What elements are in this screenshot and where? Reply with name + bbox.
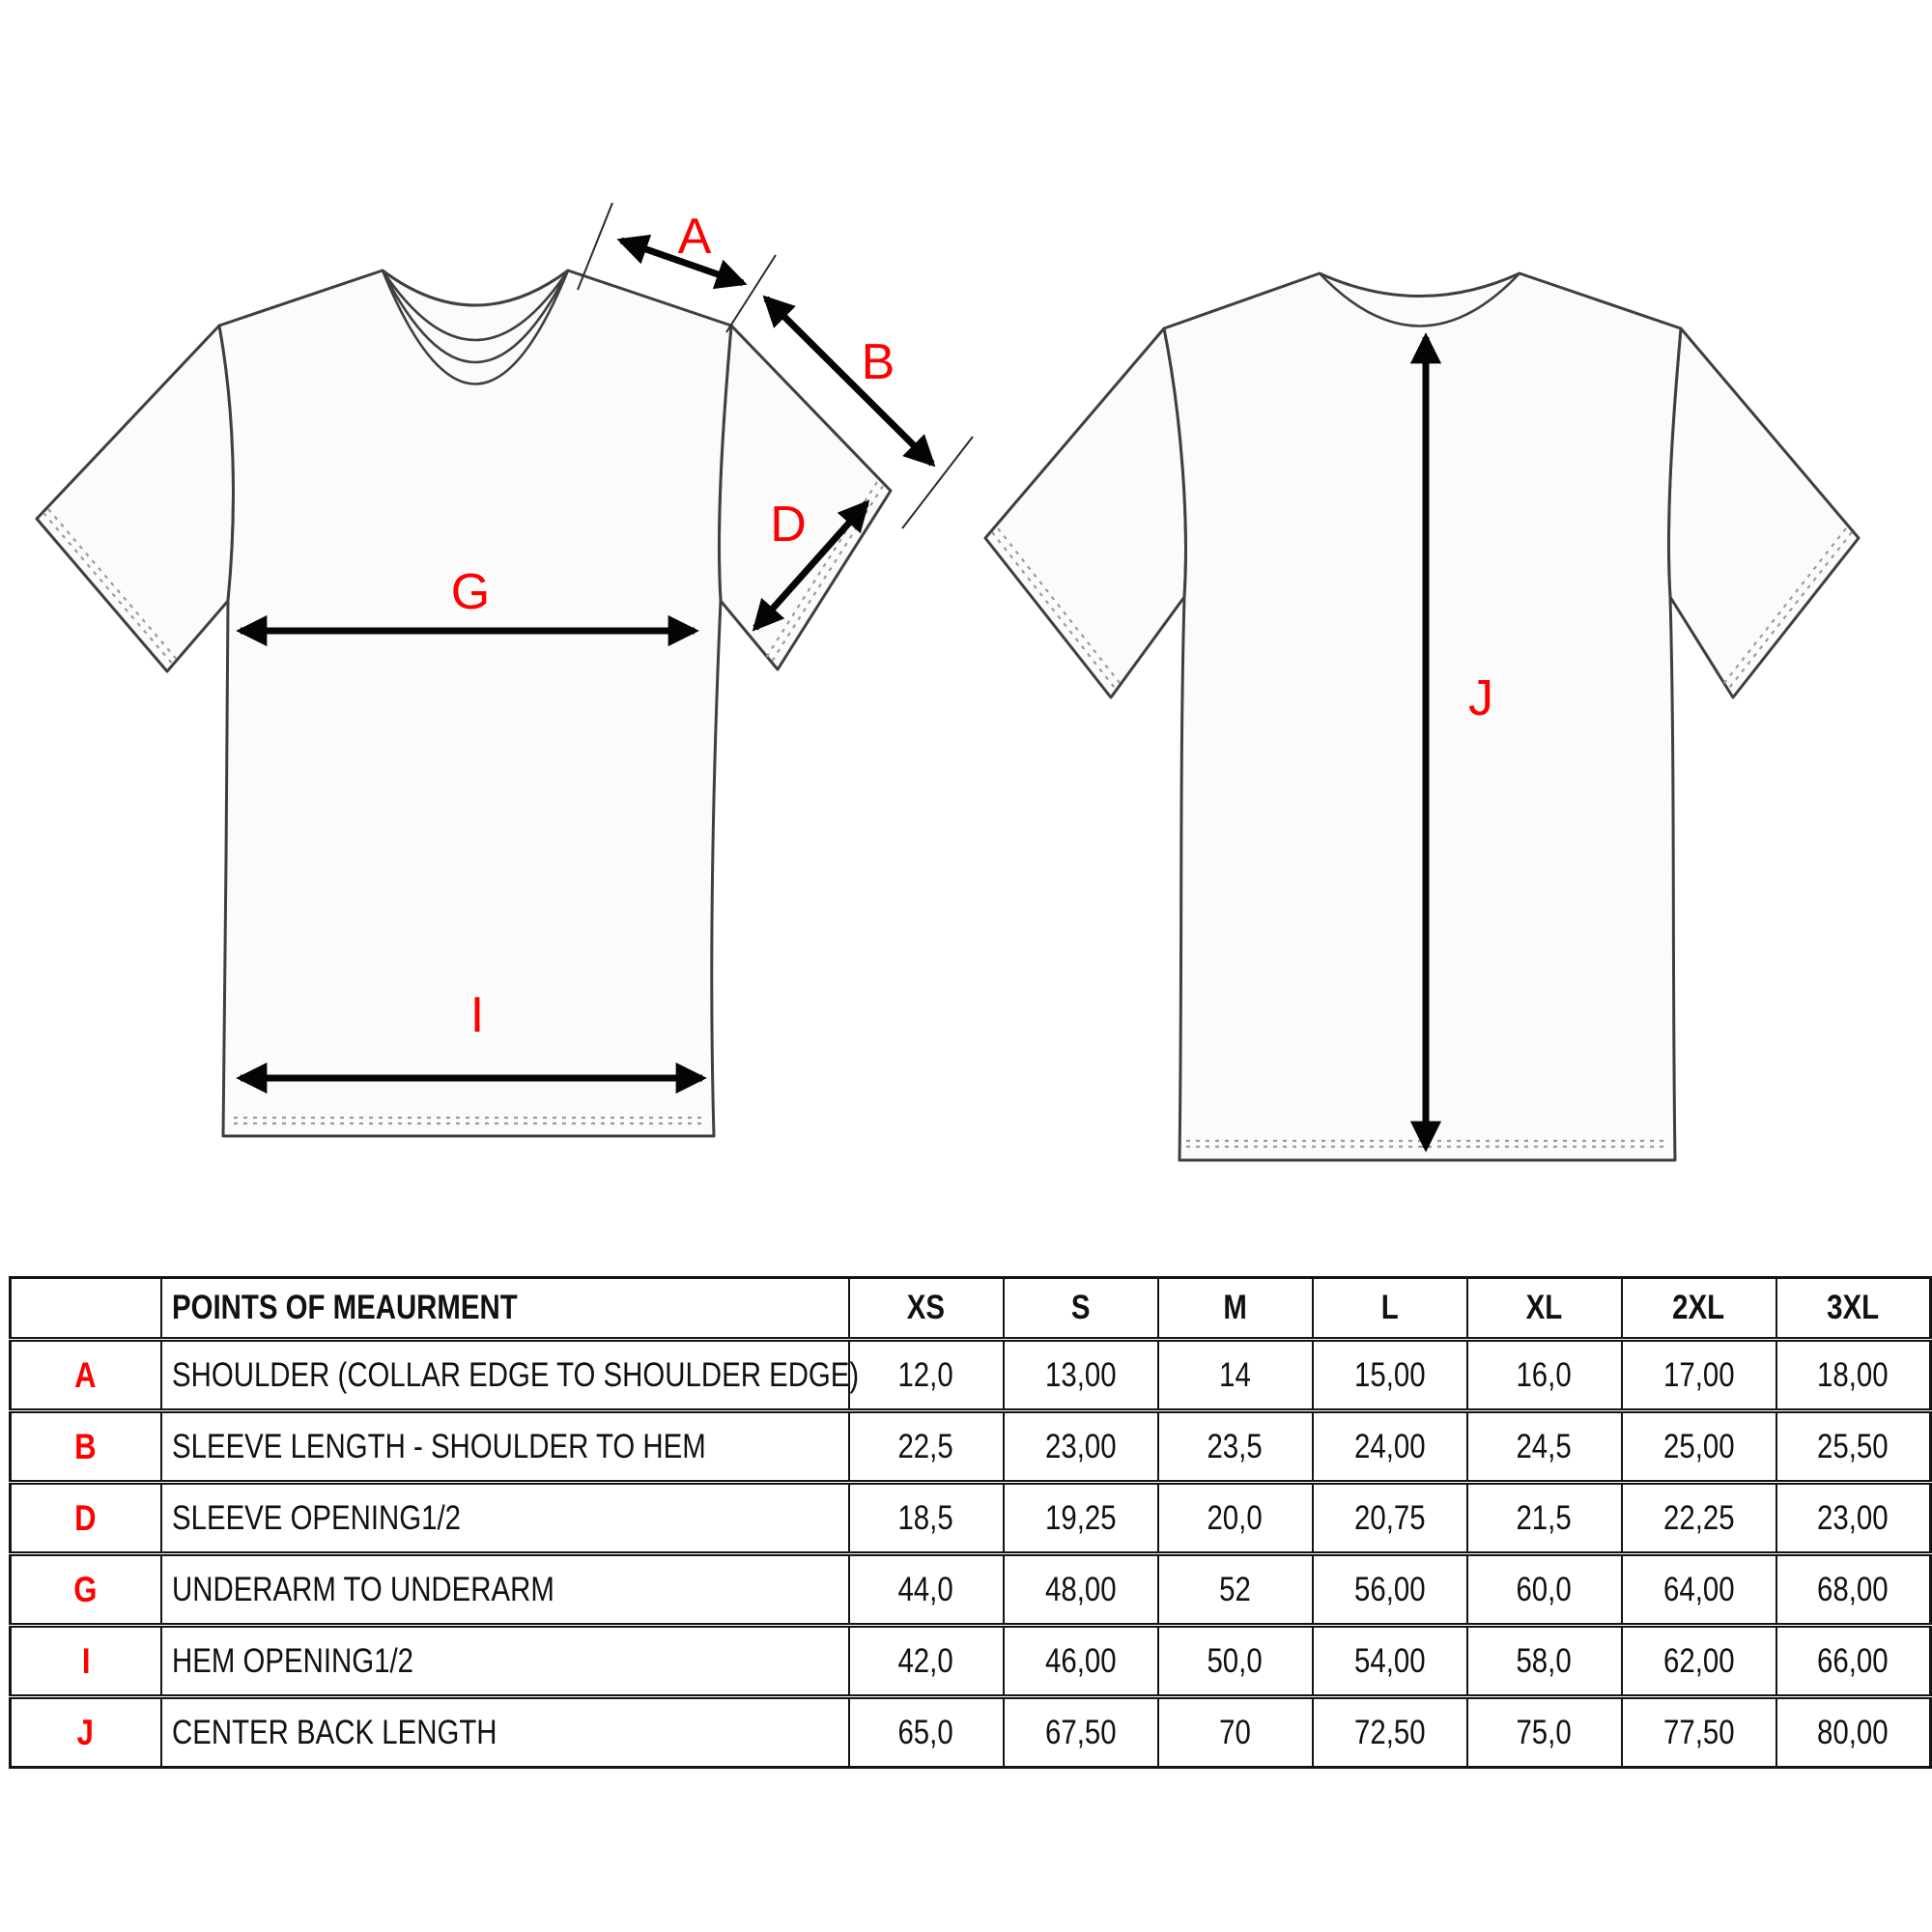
row-label: UNDERARM TO UNDERARM — [161, 1554, 849, 1626]
value-xs: 65,0 — [849, 1697, 1004, 1768]
value-xl: 58,0 — [1467, 1626, 1622, 1697]
value-l: 20,75 — [1313, 1483, 1467, 1554]
value-xs: 42,0 — [849, 1626, 1004, 1697]
row-label: SLEEVE OPENING1/2 — [161, 1483, 849, 1554]
value-3xl: 25,50 — [1776, 1411, 1931, 1483]
value-m: 52 — [1158, 1554, 1313, 1626]
header-size-l: L — [1313, 1278, 1467, 1340]
table-header-row — [11, 1278, 1931, 1340]
value-l: 15,00 — [1313, 1340, 1467, 1411]
value-xs: 22,5 — [849, 1411, 1004, 1483]
value-xl: 75,0 — [1467, 1697, 1622, 1768]
value-s: 19,25 — [1004, 1483, 1158, 1554]
value-xs: 18,5 — [849, 1483, 1004, 1554]
back-shirt-drawing — [985, 273, 1859, 1160]
row-letter: I — [11, 1626, 161, 1697]
marker-letter-b: B — [861, 334, 895, 390]
header-size-m: M — [1158, 1278, 1313, 1340]
value-3xl: 68,00 — [1776, 1554, 1931, 1626]
front-shirt-drawing — [37, 270, 891, 1136]
marker-letter-g: G — [450, 564, 491, 620]
header-size-2xl: 2XL — [1622, 1278, 1776, 1340]
value-2xl: 25,00 — [1622, 1411, 1776, 1483]
table-row-b — [11, 1411, 1931, 1483]
table-row-i — [11, 1626, 1931, 1697]
value-xl: 60,0 — [1467, 1554, 1622, 1626]
marker-letter-d: D — [770, 497, 807, 553]
value-s: 46,00 — [1004, 1626, 1158, 1697]
value-3xl: 18,00 — [1776, 1340, 1931, 1411]
value-m: 70 — [1158, 1697, 1313, 1768]
marker-letter-j: J — [1468, 670, 1493, 726]
value-2xl: 64,00 — [1622, 1554, 1776, 1626]
table-row-j — [11, 1697, 1931, 1768]
marker-letter-i: I — [469, 987, 485, 1043]
row-letter: G — [11, 1554, 161, 1626]
value-s: 67,50 — [1004, 1697, 1158, 1768]
value-xl: 24,5 — [1467, 1411, 1622, 1483]
value-s: 13,00 — [1004, 1340, 1158, 1411]
front-left-sleeve — [37, 326, 234, 671]
witness-line-shoulder-edge — [726, 255, 776, 332]
header-size-xl: XL — [1467, 1278, 1622, 1340]
back-left-sleeve — [985, 328, 1185, 697]
witness-line-sleeve-hem — [902, 437, 973, 528]
marker-letter-a: A — [677, 209, 712, 265]
value-m: 14 — [1158, 1340, 1313, 1411]
header-size-xs: XS — [849, 1278, 1004, 1340]
value-3xl: 80,00 — [1776, 1697, 1931, 1768]
header-points-of-measurement: POINTS OF MEAURMENT — [161, 1278, 849, 1340]
value-2xl: 77,50 — [1622, 1697, 1776, 1768]
witness-line-collar-edge — [578, 203, 612, 290]
value-l: 72,50 — [1313, 1697, 1467, 1768]
table-row-a — [11, 1340, 1931, 1411]
value-3xl: 23,00 — [1776, 1483, 1931, 1554]
back-right-sleeve — [1668, 328, 1859, 697]
value-3xl: 66,00 — [1776, 1626, 1931, 1697]
value-l: 56,00 — [1313, 1554, 1467, 1626]
value-xs: 12,0 — [849, 1340, 1004, 1411]
table-row-g — [11, 1554, 1931, 1626]
header-letter-cell — [11, 1278, 161, 1340]
row-letter: J — [11, 1697, 161, 1768]
value-xs: 44,0 — [849, 1554, 1004, 1626]
row-letter: A — [11, 1340, 161, 1411]
value-2xl: 17,00 — [1622, 1340, 1776, 1411]
value-s: 48,00 — [1004, 1554, 1158, 1626]
size-measurement-table — [9, 1276, 1932, 1769]
value-2xl: 62,00 — [1622, 1626, 1776, 1697]
value-l: 54,00 — [1313, 1626, 1467, 1697]
value-l: 24,00 — [1313, 1411, 1467, 1483]
row-label: SLEEVE LENGTH - SHOULDER TO HEM — [161, 1411, 849, 1483]
value-m: 23,5 — [1158, 1411, 1313, 1483]
value-xl: 16,0 — [1467, 1340, 1622, 1411]
row-letter: D — [11, 1483, 161, 1554]
header-size-s: S — [1004, 1278, 1158, 1340]
row-label: CENTER BACK LENGTH — [161, 1697, 849, 1768]
header-size-3xl: 3XL — [1776, 1278, 1931, 1340]
table-row-d — [11, 1483, 1931, 1554]
row-letter: B — [11, 1411, 161, 1483]
value-2xl: 22,25 — [1622, 1483, 1776, 1554]
row-label: SHOULDER (COLLAR EDGE TO SHOULDER EDGE) — [161, 1340, 849, 1411]
row-label: HEM OPENING1/2 — [161, 1626, 849, 1697]
value-xl: 21,5 — [1467, 1483, 1622, 1554]
value-m: 50,0 — [1158, 1626, 1313, 1697]
value-s: 23,00 — [1004, 1411, 1158, 1483]
value-m: 20,0 — [1158, 1483, 1313, 1554]
